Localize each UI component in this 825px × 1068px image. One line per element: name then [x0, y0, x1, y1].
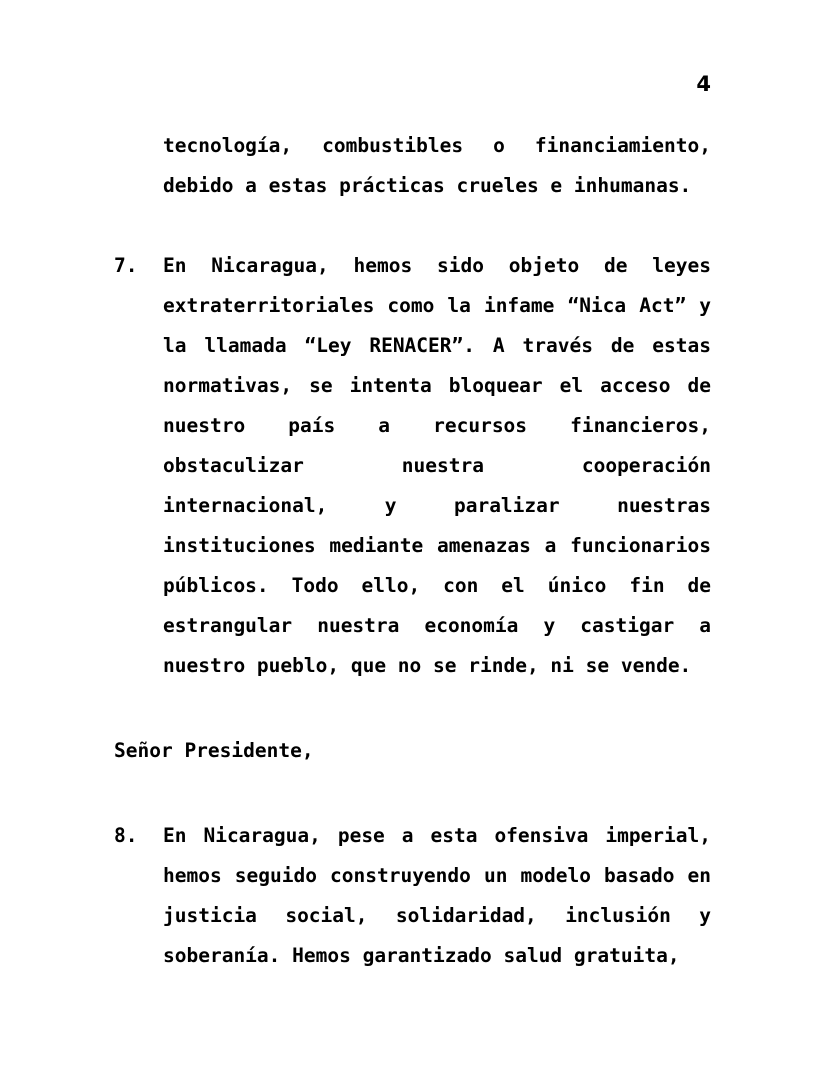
- numbered-item-8: [114, 816, 711, 976]
- page-number: 4: [696, 72, 711, 96]
- salutation-senor-presidente: Señor Presidente,: [114, 739, 314, 762]
- numbered-item-8-text: En Nicaragua, pese a esta ofensiva imperial, hemos seguido construyendo un modelo basado en justicia social, solidaridad, inclusión y soberanía. Hemos garantizado salud gratuita,: [163, 824, 711, 967]
- block-spacer: [114, 206, 711, 246]
- block-spacer: [114, 771, 711, 816]
- list-marker-7: 7.: [114, 254, 138, 277]
- list-marker-8: 8.: [114, 824, 138, 847]
- document-body: [114, 126, 711, 976]
- numbered-item-7: [114, 246, 711, 686]
- block-spacer: [114, 686, 711, 731]
- paragraph-continuation-6: tecnología, combustibles o financiamiento, debido a estas prácticas crueles e inhumanas.: [163, 134, 711, 197]
- numbered-item-7-text: En Nicaragua, hemos sido objeto de leyes extraterritoriales como la infame “Nica Act” y la llamada “Ley RENACER”. A través de estas normativas, se intenta bloquear el acceso de nuestro país a recursos financieros, obstaculizar nuestra cooperación internacional, y paralizar nuestras instituciones mediante amenazas a funcionarios públicos. Todo ello, con el único fin de estrangular nuestra economía y castigar a nuestro pueblo, que no se rinde, ni se vende.: [163, 254, 711, 677]
